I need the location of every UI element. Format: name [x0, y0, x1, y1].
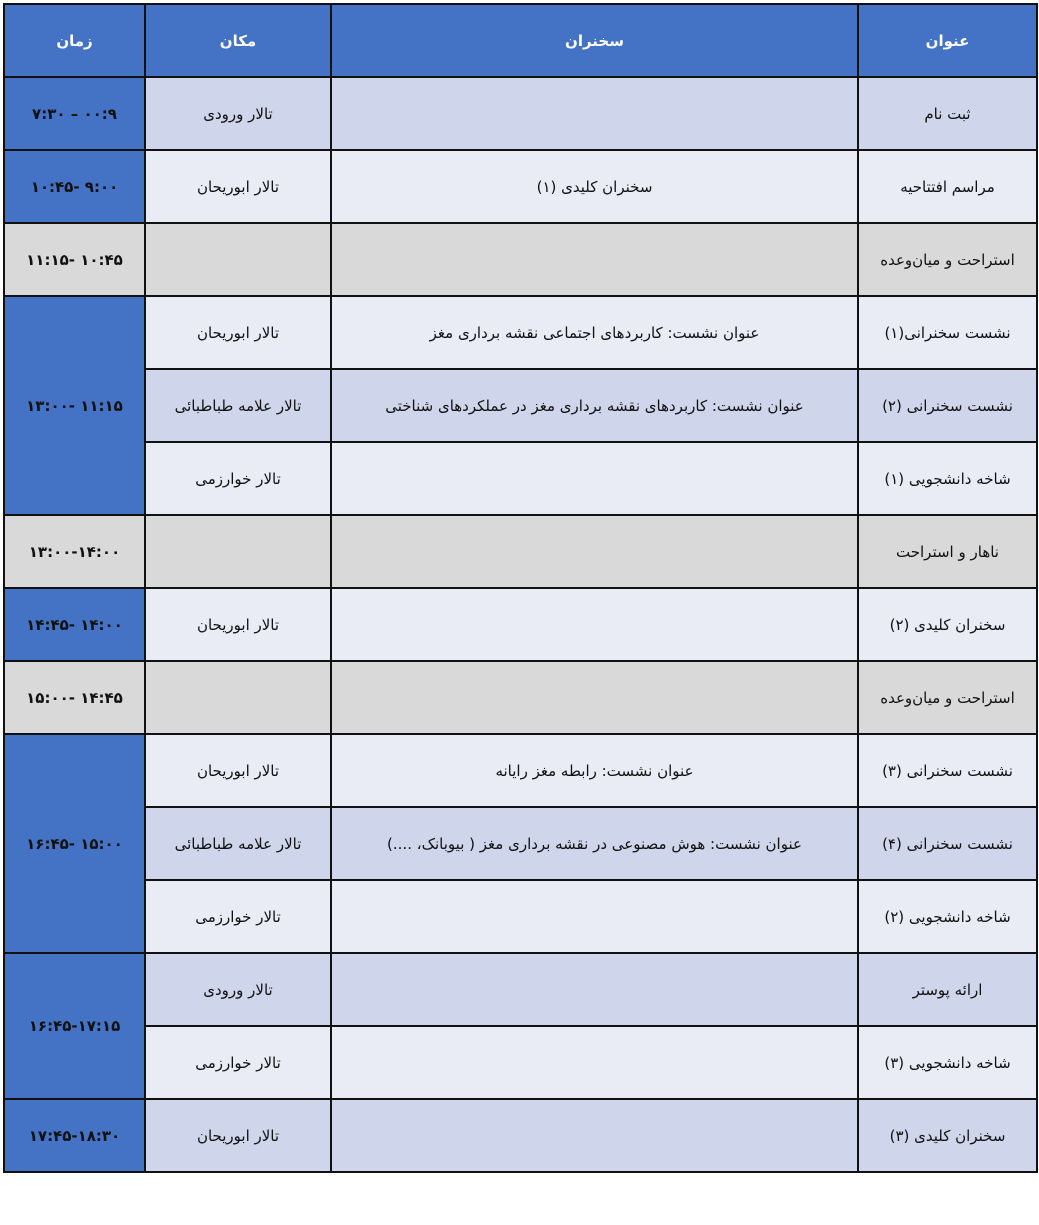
speaker-cell: سخنران کلیدی (۱)	[331, 150, 858, 223]
table-row	[4, 442, 1037, 515]
header-time: زمان	[4, 4, 145, 77]
title-cell: نشست سخنرانی(۱)	[858, 296, 1037, 369]
table-row	[4, 150, 1037, 223]
table-row	[4, 880, 1037, 953]
time-cell: ۱۷:۴۵-۱۸:۳۰	[4, 1099, 145, 1172]
title-cell: شاخه دانشجویی (۳)	[858, 1026, 1037, 1099]
time-cell: ۱۴:۴۵ -۱۵:۰۰	[4, 661, 145, 734]
table-row	[4, 223, 1037, 296]
speaker-cell	[331, 588, 858, 661]
title-cell: ثبت نام	[858, 77, 1037, 150]
speaker-cell: عنوان نشست: کاربردهای اجتماعی نقشه برداری مغز	[331, 296, 858, 369]
table-row	[4, 515, 1037, 588]
speaker-cell	[331, 1099, 858, 1172]
time-cell: ۰۰:۹ – ۷:۳۰	[4, 77, 145, 150]
speaker-cell	[331, 953, 858, 1026]
table-row	[4, 734, 1037, 807]
title-cell: سخنران کلیدی (۳)	[858, 1099, 1037, 1172]
table-row	[4, 1026, 1037, 1099]
speaker-cell	[331, 880, 858, 953]
place-cell: تالار ابوریحان	[145, 296, 331, 369]
header-title: عنوان	[858, 4, 1037, 77]
speaker-cell	[331, 515, 858, 588]
header-row	[4, 4, 1037, 77]
table-row	[4, 369, 1037, 442]
speaker-cell: عنوان نشست: رابطه مغز رایانه	[331, 734, 858, 807]
table-row	[4, 953, 1037, 1026]
time-cell: ۱۴:۰۰ -۱۴:۴۵	[4, 588, 145, 661]
header-place: مکان	[145, 4, 331, 77]
title-cell: استراحت و میان‌وعده	[858, 223, 1037, 296]
time-cell: ۱۶:۴۵-۱۷:۱۵	[4, 953, 145, 1099]
place-cell: تالار ابوریحان	[145, 588, 331, 661]
speaker-cell	[331, 1026, 858, 1099]
place-cell: تالار علامه طباطبائی	[145, 369, 331, 442]
time-cell: ۹:۰۰ -۱۰:۴۵	[4, 150, 145, 223]
header-speakers: سخنران	[331, 4, 858, 77]
place-cell	[145, 515, 331, 588]
title-cell: استراحت و میان‌وعده	[858, 661, 1037, 734]
table-row	[4, 661, 1037, 734]
place-cell: تالار خوارزمی	[145, 880, 331, 953]
title-cell: شاخه دانشجویی (۱)	[858, 442, 1037, 515]
speaker-cell	[331, 442, 858, 515]
place-cell	[145, 661, 331, 734]
title-cell: ارائه پوستر	[858, 953, 1037, 1026]
place-cell	[145, 223, 331, 296]
speaker-cell	[331, 661, 858, 734]
time-cell: ۱۰:۴۵ -۱۱:۱۵	[4, 223, 145, 296]
time-cell: ۱۵:۰۰ -۱۶:۴۵	[4, 734, 145, 953]
table-row	[4, 77, 1037, 150]
place-cell: تالار خوارزمی	[145, 1026, 331, 1099]
speaker-cell	[331, 77, 858, 150]
place-cell: تالار خوارزمی	[145, 442, 331, 515]
table-row	[4, 1099, 1037, 1172]
table-row	[4, 588, 1037, 661]
title-cell: نشست سخنرانی (۲)	[858, 369, 1037, 442]
time-cell: ۱۱:۱۵ -۱۳:۰۰	[4, 296, 145, 515]
title-cell: مراسم افتتاحیه	[858, 150, 1037, 223]
place-cell: تالار ابوریحان	[145, 150, 331, 223]
title-cell: نشست سخنرانی (۳)	[858, 734, 1037, 807]
place-cell: تالار ورودی	[145, 77, 331, 150]
speaker-cell: عنوان نشست: هوش مصنوعی در نقشه برداری مغز ( بیوبانک، ....)	[331, 807, 858, 880]
title-cell: نشست سخنرانی (۴)	[858, 807, 1037, 880]
place-cell: تالار ابوریحان	[145, 734, 331, 807]
title-cell: ناهار و استراحت	[858, 515, 1037, 588]
place-cell: تالار ورودی	[145, 953, 331, 1026]
title-cell: سخنران کلیدی (۲)	[858, 588, 1037, 661]
place-cell: تالار علامه طباطبائی	[145, 807, 331, 880]
table-row	[4, 807, 1037, 880]
speaker-cell	[331, 223, 858, 296]
time-cell: ۱۳:۰۰-۱۴:۰۰	[4, 515, 145, 588]
table-row	[4, 296, 1037, 369]
place-cell: تالار ابوریحان	[145, 1099, 331, 1172]
title-cell: شاخه دانشجویی (۲)	[858, 880, 1037, 953]
speaker-cell: عنوان نشست: کاربردهای نقشه برداری مغز در عملکردهای شناختی	[331, 369, 858, 442]
schedule-table	[3, 3, 1038, 1173]
